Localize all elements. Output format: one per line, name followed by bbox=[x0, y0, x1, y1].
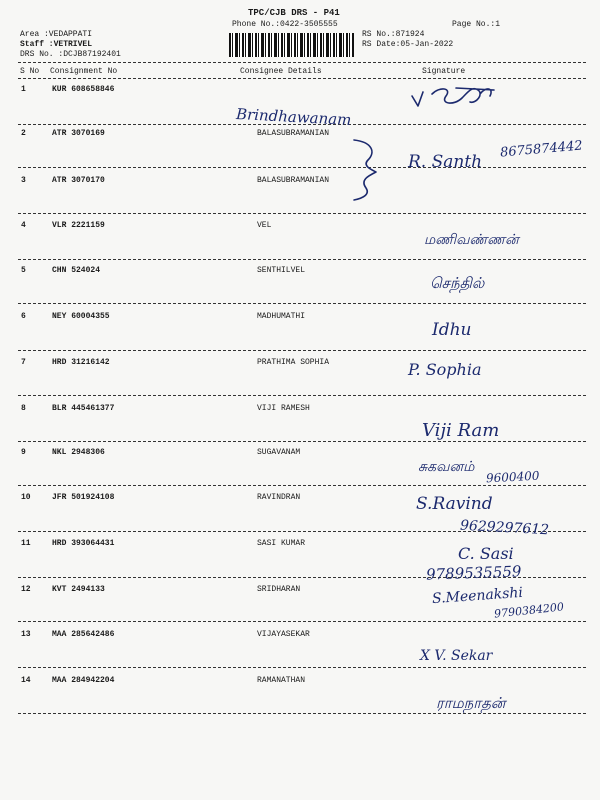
row-sno: 12 bbox=[21, 585, 31, 594]
rs-number: RS No.:871924 bbox=[362, 30, 425, 39]
row-consignee: VIJAYASEKAR bbox=[257, 630, 310, 639]
row-sno: 10 bbox=[21, 493, 31, 502]
barcode-image bbox=[229, 33, 354, 57]
col-consignee: Consignee Details bbox=[240, 67, 322, 76]
col-consignment: Consignment No bbox=[50, 67, 118, 76]
handwritten-signature-row5: செந்தில் bbox=[430, 274, 485, 292]
row-consignee: BALASUBRAMANIAN bbox=[257, 129, 330, 138]
row-consignment: MAA 285642486 bbox=[52, 630, 115, 639]
handwritten-phone-row2: 8675874442 bbox=[499, 138, 584, 161]
row-consignment: HRD 393064431 bbox=[52, 539, 115, 548]
row-sno: 8 bbox=[21, 404, 26, 413]
row-consignment: NKL 2948306 bbox=[52, 448, 105, 457]
handwritten-phone-row9: 9600400 bbox=[485, 468, 540, 486]
row-sno: 2 bbox=[21, 129, 26, 138]
row-consignment: VLR 2221159 bbox=[52, 221, 105, 230]
row-consignee: SASI KUMAR bbox=[257, 539, 306, 548]
row-sno: 3 bbox=[21, 176, 26, 185]
row-sno: 5 bbox=[21, 266, 26, 275]
rs-date: RS Date:05-Jan-2022 bbox=[362, 40, 454, 49]
handwritten-signature-row12: S.Meenakshi bbox=[431, 584, 524, 608]
row-sno: 11 bbox=[21, 539, 31, 548]
handwritten-signature-row11: C. Sasi bbox=[458, 544, 514, 563]
row-sno: 1 bbox=[21, 85, 26, 94]
row-consignment: MAA 284942204 bbox=[52, 676, 115, 685]
handwritten-phone-row10: 9629297612 bbox=[459, 517, 550, 539]
row-separator bbox=[18, 485, 586, 486]
row-consignment: HRD 31216142 bbox=[52, 358, 110, 367]
row-separator bbox=[18, 667, 586, 668]
handwritten-signature-row4: மணிவண்ணன் bbox=[424, 232, 519, 248]
handwritten-signature-row9: சுகவனம் bbox=[418, 459, 475, 475]
handwritten-signature-row7: P. Sophia bbox=[408, 360, 482, 379]
col-sno: S No bbox=[20, 67, 40, 76]
row-consignee: VIJI RAMESH bbox=[257, 404, 310, 413]
row-sno: 7 bbox=[21, 358, 26, 367]
row-consignee: RAMANATHAN bbox=[257, 676, 306, 685]
sheet-title: TPC/CJB DRS - P41 bbox=[248, 8, 340, 18]
row-separator bbox=[18, 213, 586, 214]
page-number: Page No.:1 bbox=[452, 20, 501, 29]
row-sno: 9 bbox=[21, 448, 26, 457]
row-consignee: SUGAVANAM bbox=[257, 448, 301, 457]
row-consignment: JFR 501924108 bbox=[52, 493, 115, 502]
row-consignment: CHN 524024 bbox=[52, 266, 101, 275]
handwritten-phone-row12: 9790384200 bbox=[493, 600, 565, 621]
row-consignee: BALASUBRAMANIAN bbox=[257, 176, 330, 185]
row-separator bbox=[18, 350, 586, 351]
row-consignment: BLR 445461377 bbox=[52, 404, 115, 413]
row-consignment: ATR 3070170 bbox=[52, 176, 105, 185]
row-separator bbox=[18, 441, 586, 442]
handwritten-signature-row2: R. Santh bbox=[408, 152, 483, 172]
handwritten-signature-row13: X V. Sekar bbox=[420, 648, 493, 664]
row-sno: 4 bbox=[21, 221, 26, 230]
row-consignment: KVT 2494133 bbox=[52, 585, 105, 594]
row-consignee: PRATHIMA SOPHIA bbox=[257, 358, 330, 367]
row-consignment: ATR 3070169 bbox=[52, 129, 105, 138]
header-rule-top bbox=[18, 62, 586, 63]
row-consignment: NEY 60004355 bbox=[52, 312, 110, 321]
col-signature: Signature bbox=[422, 67, 466, 76]
row-consignee: SRIDHARAN bbox=[257, 585, 301, 594]
row-consignee: SENTHILVEL bbox=[257, 266, 306, 275]
row-sno: 14 bbox=[21, 676, 31, 685]
row-separator bbox=[18, 167, 586, 168]
handwritten-signature-row8: Viji Ram bbox=[422, 420, 500, 441]
drs-number: DRS No. :DCJB87192401 bbox=[20, 50, 121, 59]
row-consignee: VEL bbox=[257, 221, 272, 230]
row-consignee: MADHUMATHI bbox=[257, 312, 306, 321]
handwritten-phone-row11: 9789535559 bbox=[425, 562, 522, 584]
row-sno: 6 bbox=[21, 312, 26, 321]
handwritten-signature-row6: Idhu bbox=[432, 320, 472, 340]
row-separator bbox=[18, 621, 586, 622]
handwritten-signature-row14: ராமநாதன் bbox=[436, 694, 506, 712]
row-consignment: KUR 608658846 bbox=[52, 85, 115, 94]
staff-label: Staff :VETRIVEL bbox=[20, 40, 93, 49]
row-consignee: RAVINDRAN bbox=[257, 493, 301, 502]
handwritten-signature-row10: S.Ravind bbox=[416, 494, 493, 514]
area-label: Area :VEDAPPATI bbox=[20, 30, 93, 39]
phone-number: Phone No.:0422-3505555 bbox=[232, 20, 338, 29]
row-separator bbox=[18, 395, 586, 396]
signature-scribble-row1 bbox=[410, 82, 500, 116]
row-separator bbox=[18, 303, 586, 304]
handwritten-recipient-name: Brindhawanam bbox=[235, 104, 352, 130]
header-rule-bottom bbox=[18, 78, 586, 79]
row-sno: 13 bbox=[21, 630, 31, 639]
brace-mark bbox=[350, 138, 380, 202]
row-separator bbox=[18, 259, 586, 260]
